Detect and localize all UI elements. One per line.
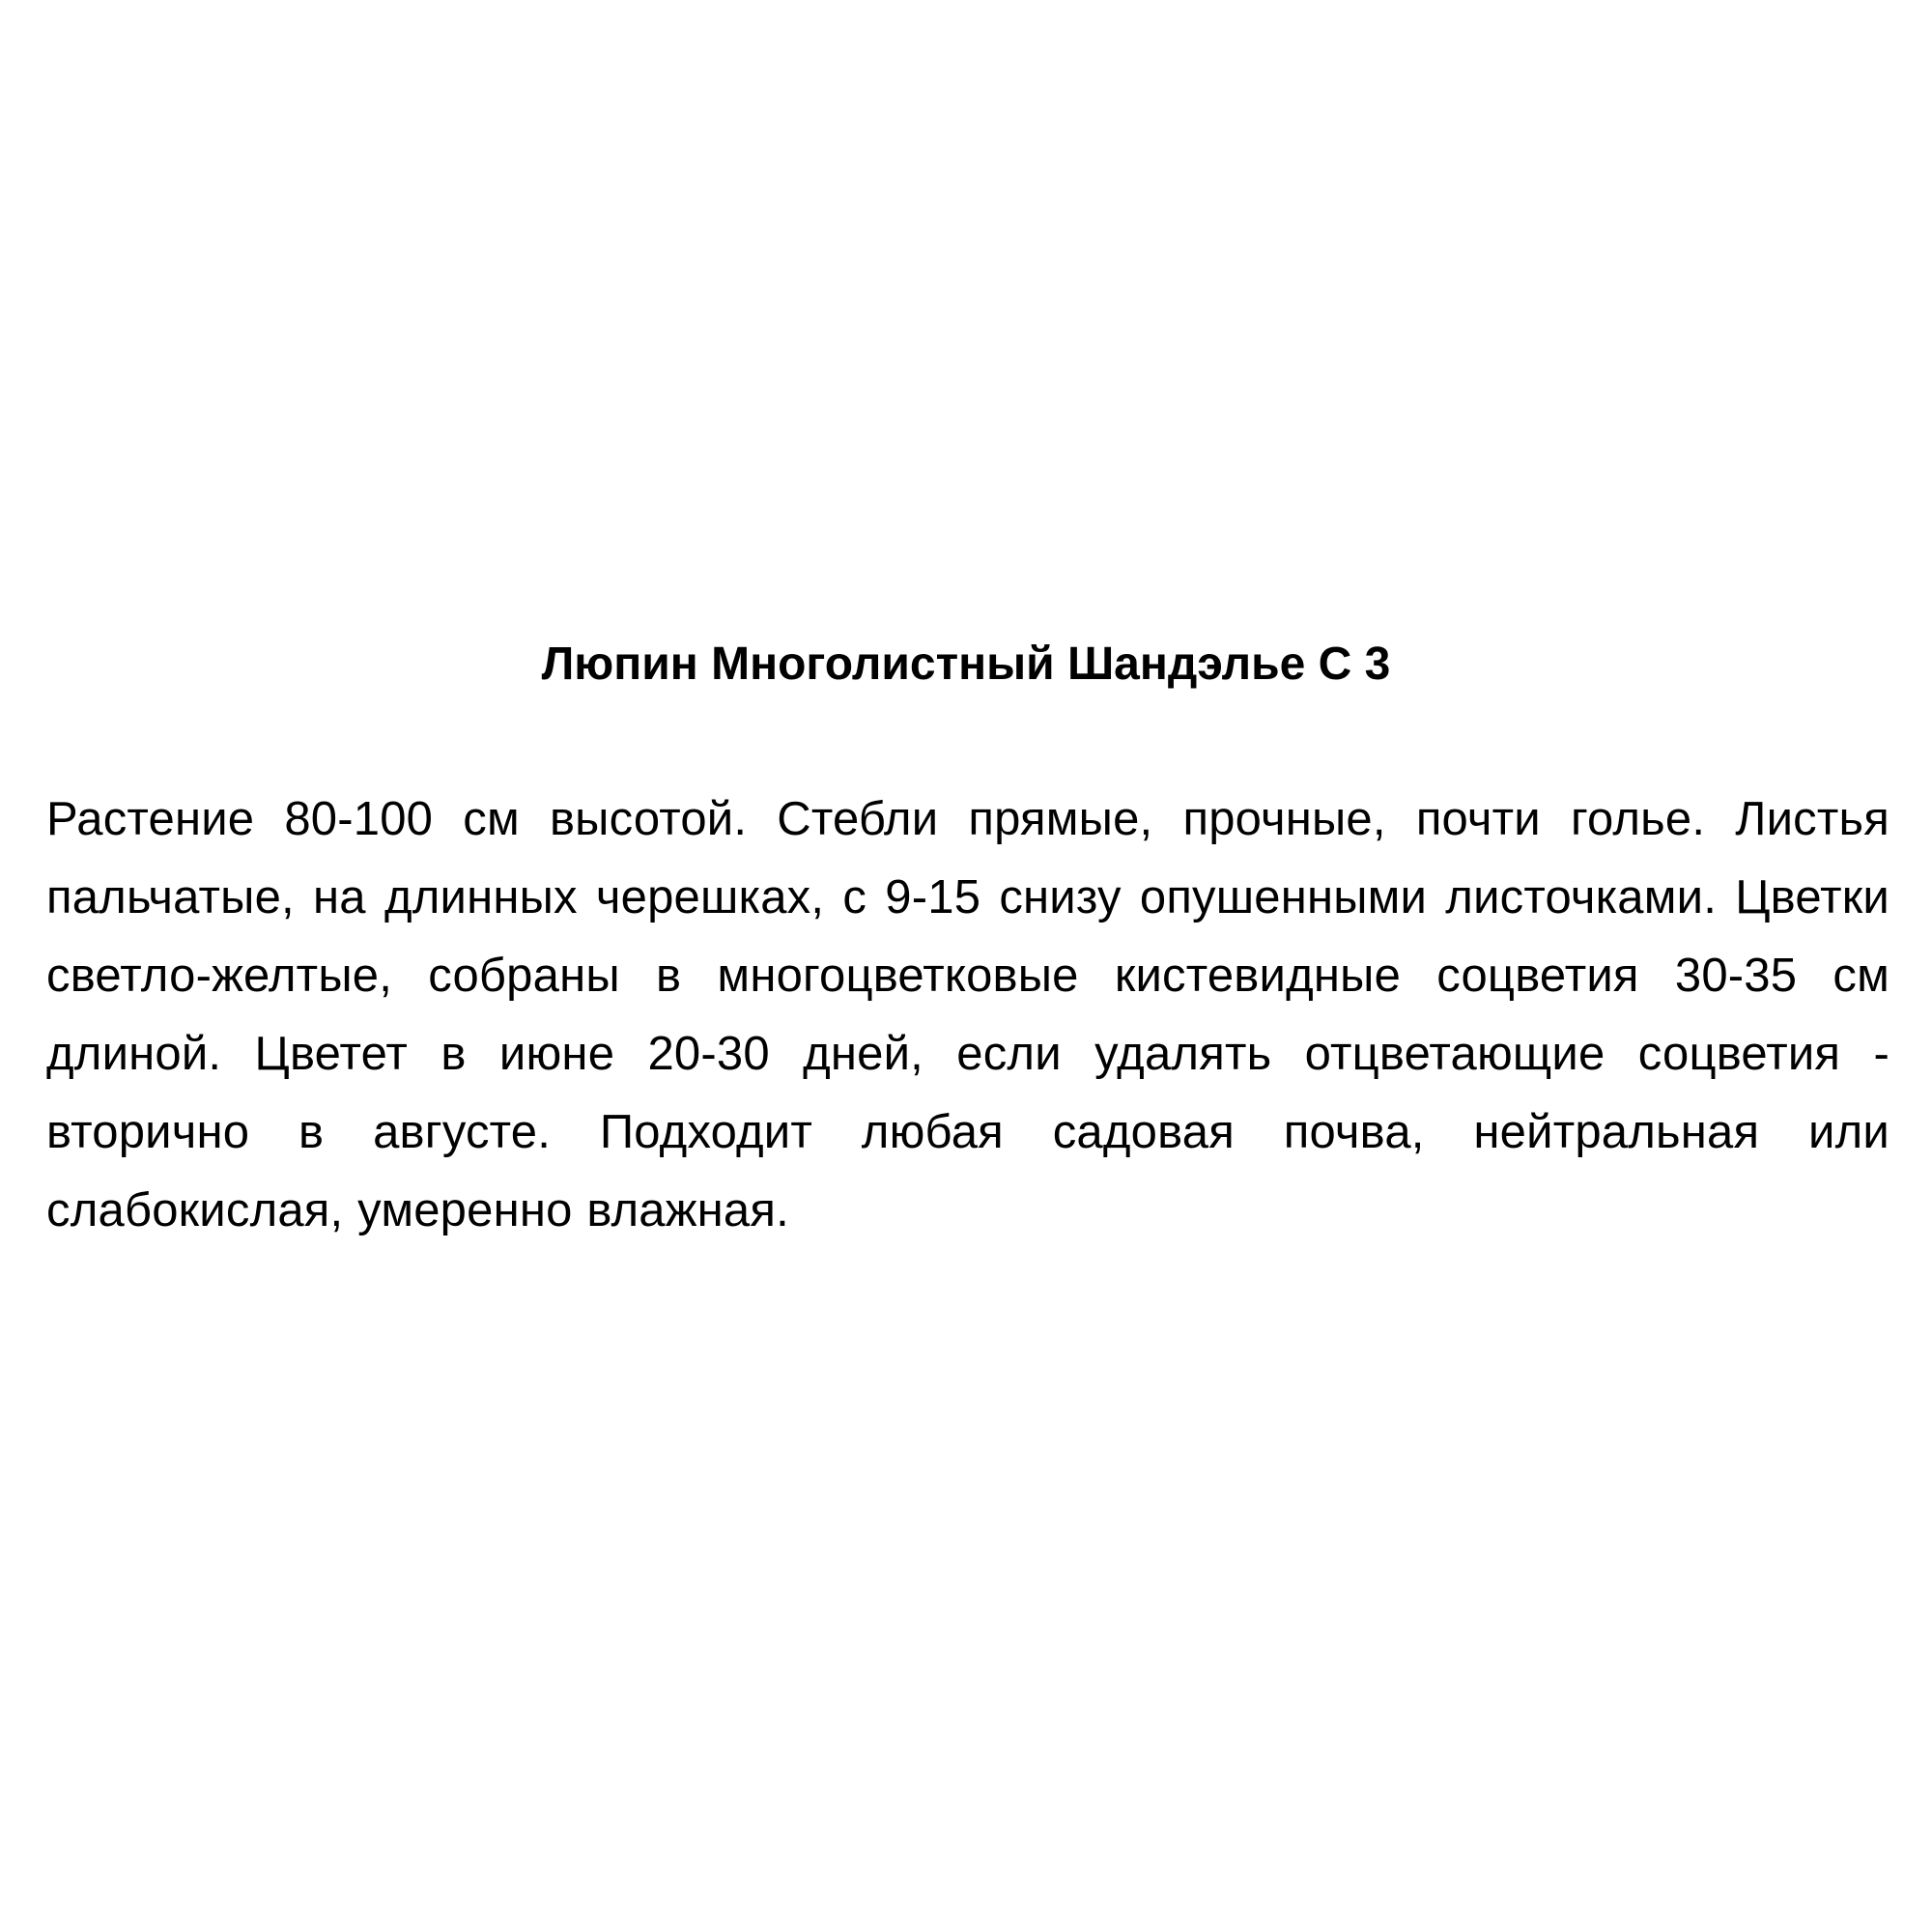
product-description: Растение 80-100 см высотой. Стебли прямые, прочные, почти голье. Листья пальчатые, на длинных черешках, с 9-15 снизу опушенными листочками. Цветки светло-желтые, собраны в многоцветковые кистевидные соцветия 30-35 см длиной. Цветет в июне 20-30 дней, если удалять отцветающие соцветия - вторично в августе. Подходит любая садовая почва, нейтральная или слабокислая, умеренно влажная.: [46, 793, 1889, 1236]
product-title: Люпин Многолистный Шандэлье С 3: [541, 639, 1391, 690]
